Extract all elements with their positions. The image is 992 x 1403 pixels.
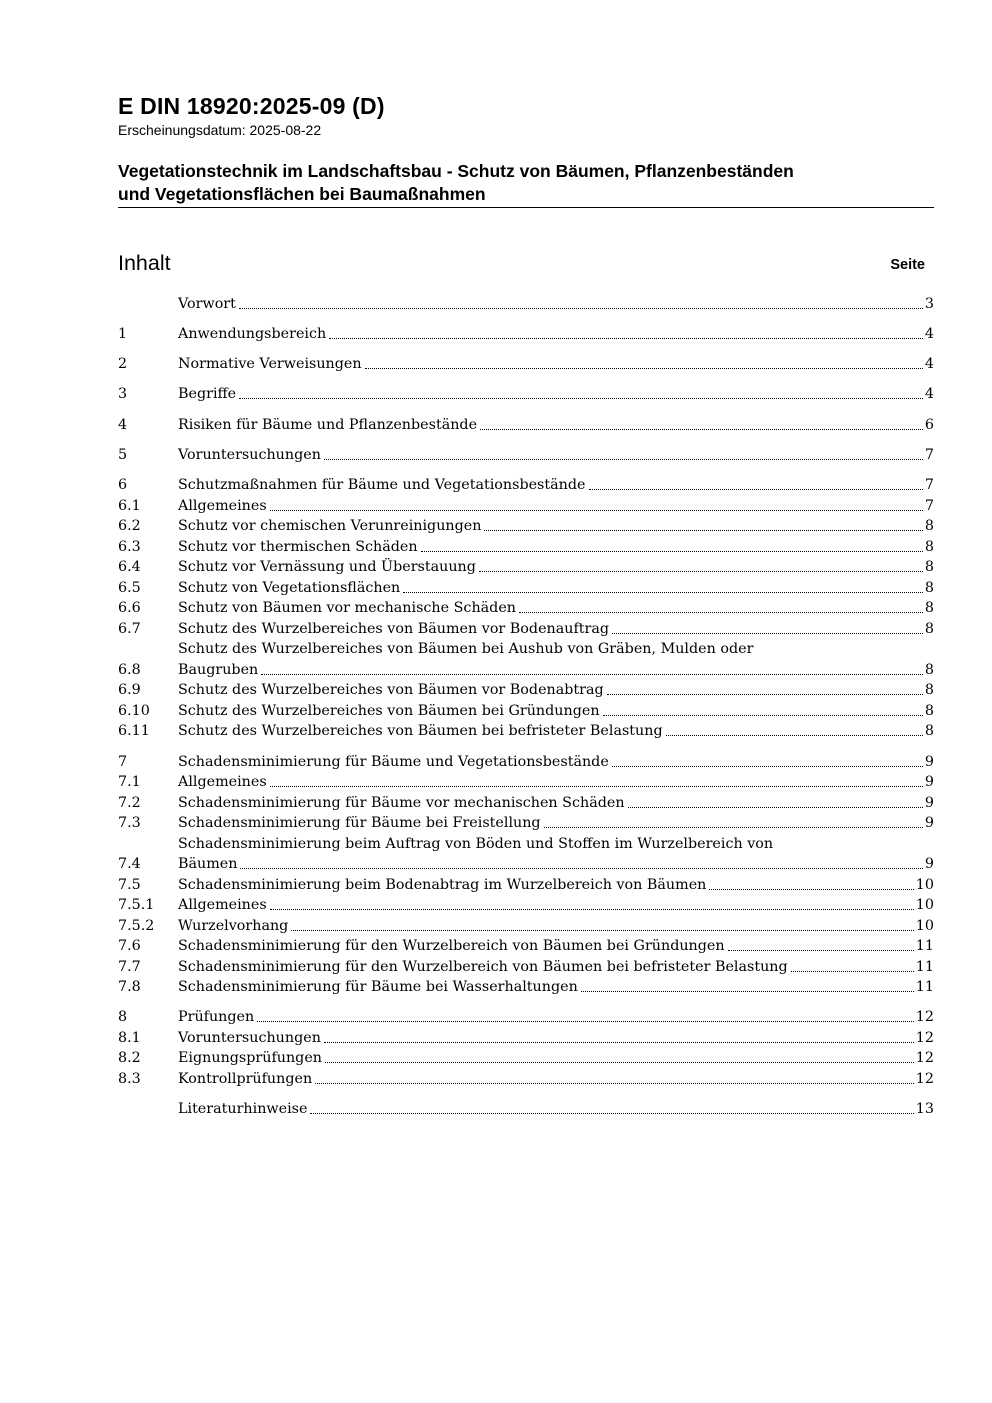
toc-entry-number: 6.1 <box>118 497 141 514</box>
toc-leader-dots <box>628 807 923 808</box>
toc-entry-page: 9 <box>924 753 934 770</box>
toc-entry-title: Anwendungsbereich <box>178 325 327 342</box>
toc-entry[interactable] <box>118 720 934 741</box>
toc-entry[interactable] <box>118 699 934 720</box>
toc-entry-title: Schutz von Bäumen vor mechanische Schäden <box>178 600 516 617</box>
toc-leader-dots <box>607 694 923 695</box>
toc-leader-dots <box>612 766 923 767</box>
toc-group <box>118 1006 934 1088</box>
toc-leader-dots <box>421 551 923 552</box>
toc-entry-number: 1 <box>118 325 128 342</box>
toc-entry-number: 6.4 <box>118 559 141 576</box>
toc-entry[interactable] <box>118 955 934 976</box>
toc-leader-dots <box>239 398 923 399</box>
toc-entry-number: 8.1 <box>118 1029 141 1046</box>
toc-entry[interactable] <box>118 750 934 771</box>
toc-leader-dots <box>324 459 923 460</box>
toc-entry-page: 9 <box>924 815 934 832</box>
toc-entry-number: 7.2 <box>118 794 141 811</box>
toc-entry[interactable] <box>118 873 934 894</box>
toc-leader-dots <box>484 530 922 531</box>
contents-title: Inhalt <box>118 251 171 275</box>
toc-leader-dots <box>480 429 923 430</box>
toc-entry[interactable] <box>118 894 934 915</box>
toc-entry-title: Schadensminimierung für den Wurzelbereich von Bäumen bei befristeter Belastung <box>178 958 788 975</box>
toc-entry-title: Schadensminimierung für Bäume bei Freistellung <box>178 815 541 832</box>
toc-group <box>118 322 934 343</box>
toc-leader-dots <box>329 338 923 339</box>
toc-entry-title: Vorwort <box>178 295 236 312</box>
toc-entry[interactable] <box>118 494 934 515</box>
toc-entry-number: 4 <box>118 416 128 433</box>
toc-entry-title: Prüfungen <box>178 1009 255 1026</box>
toc-entry-title: Schadensminimierung für den Wurzelbereich von Bäumen bei Gründungen <box>178 938 725 955</box>
toc-entry-number: 6.7 <box>118 620 141 637</box>
toc-entry-page: 4 <box>924 325 934 342</box>
document-title-line-2: und Vegetationsflächen bei Baumaßnahmen <box>118 183 486 204</box>
toc-entry-title: Allgemeines <box>178 774 267 791</box>
toc-entry-page: 9 <box>924 856 934 873</box>
toc-entry-title: Begriffe <box>178 386 237 403</box>
toc-entry-title: Schutz von Vegetationsflächen <box>178 579 401 596</box>
toc-entry-page: 7 <box>924 497 934 514</box>
toc-entry-number: 7.3 <box>118 815 141 832</box>
toc-entry-page: 8 <box>924 518 934 535</box>
toc-entry-page: 7 <box>924 477 934 494</box>
toc-entry-title: Schutzmaßnahmen für Bäume und Vegetationsbestände <box>178 477 586 494</box>
toc-leader-dots <box>581 991 914 992</box>
table-of-contents <box>118 292 934 1118</box>
toc-entry-title: Schutz des Wurzelbereiches von Bäumen bei Gründungen <box>178 702 600 719</box>
toc-entry[interactable] <box>118 383 934 404</box>
toc-entry-page: 11 <box>915 979 934 996</box>
contents-page-label: Seite <box>890 257 925 273</box>
document-title <box>118 160 934 208</box>
toc-entry-number: 7.7 <box>118 958 141 975</box>
toc-leader-dots <box>261 674 923 675</box>
toc-leader-dots <box>403 592 923 593</box>
toc-entry[interactable] <box>118 597 934 618</box>
toc-leader-dots <box>240 868 922 869</box>
toc-entry-number: 7.4 <box>118 856 141 873</box>
toc-entry-title-continued: Baugruben <box>178 661 259 678</box>
toc-entry[interactable] <box>118 322 934 343</box>
toc-entry-number: 6.6 <box>118 600 141 617</box>
document-title-line-1: Vegetationstechnik im Landschaftsbau - Schutz von Bäumen, Pflanzenbeständen <box>118 161 794 181</box>
toc-entry[interactable] <box>118 1098 934 1119</box>
toc-leader-dots <box>270 510 923 511</box>
toc-entry[interactable] <box>118 443 934 464</box>
toc-entry-title: Schutz vor Vernässung und Überstauung <box>178 559 476 576</box>
toc-leader-dots <box>310 1113 913 1114</box>
toc-entry[interactable] <box>118 413 934 434</box>
toc-entry-title: Schadensminimierung für Bäume vor mechanischen Schäden <box>178 794 625 811</box>
toc-entry-title: Literaturhinweise <box>178 1101 308 1118</box>
toc-entry-title: Schadensminimierung beim Bodenabtrag im Wurzelbereich von Bäumen <box>178 876 707 893</box>
toc-entry[interactable] <box>118 832 934 873</box>
toc-entry-title: Schutz des Wurzelbereiches von Bäumen bei Aushub von Gräben, Mulden oder <box>178 641 754 658</box>
toc-entry[interactable] <box>118 515 934 536</box>
toc-group <box>118 750 934 996</box>
toc-entry-number: 6.8 <box>118 661 141 678</box>
toc-entry[interactable] <box>118 576 934 597</box>
toc-entry-page: 3 <box>924 295 934 312</box>
toc-entry-title: Allgemeines <box>178 897 267 914</box>
toc-entry-page: 11 <box>915 958 934 975</box>
toc-entry-page: 9 <box>924 794 934 811</box>
toc-entry-title: Eignungsprüfungen <box>178 1050 322 1067</box>
toc-entry-number: 8.3 <box>118 1070 141 1087</box>
toc-entry-page: 12 <box>915 1009 934 1026</box>
toc-entry-page: 8 <box>924 723 934 740</box>
toc-leader-dots <box>315 1083 914 1084</box>
toc-entry-page: 8 <box>924 620 934 637</box>
toc-leader-dots <box>612 633 923 634</box>
toc-leader-dots <box>291 930 913 931</box>
toc-entry-number: 6.9 <box>118 682 141 699</box>
toc-entry-number: 5 <box>118 446 128 463</box>
toc-entry-number: 3 <box>118 386 128 403</box>
toc-leader-dots <box>479 571 923 572</box>
toc-group <box>118 383 934 404</box>
toc-entry[interactable] <box>118 914 934 935</box>
toc-entry-number: 7.1 <box>118 774 141 791</box>
toc-entry-page: 9 <box>924 774 934 791</box>
toc-group <box>118 413 934 434</box>
toc-entry-number: 6 <box>118 477 128 494</box>
toc-entry-page: 10 <box>915 876 934 893</box>
toc-entry-number: 7.5 <box>118 876 141 893</box>
toc-leader-dots <box>270 786 923 787</box>
toc-entry-title: Schutz des Wurzelbereiches von Bäumen bei befristeter Belastung <box>178 723 663 740</box>
toc-entry-title: Schutz des Wurzelbereiches von Bäumen vor Bodenabtrag <box>178 682 604 699</box>
toc-entry-title: Risiken für Bäume und Pflanzenbestände <box>178 416 478 433</box>
toc-entry-number: 6.10 <box>118 702 150 719</box>
toc-leader-dots <box>325 1062 914 1063</box>
toc-entry-number: 7 <box>118 753 128 770</box>
toc-entry[interactable] <box>118 292 934 313</box>
toc-entry[interactable] <box>118 617 934 638</box>
toc-entry-number: 7.5.2 <box>118 917 155 934</box>
toc-entry-page: 13 <box>915 1101 934 1118</box>
toc-entry[interactable] <box>118 679 934 700</box>
toc-entry[interactable] <box>118 474 934 495</box>
toc-entry-page: 8 <box>924 600 934 617</box>
toc-entry[interactable] <box>118 791 934 812</box>
toc-leader-dots <box>728 950 914 951</box>
toc-entry-page: 8 <box>924 579 934 596</box>
toc-entry-number: 6.11 <box>118 723 150 740</box>
toc-entry-page: 6 <box>924 416 934 433</box>
toc-entry-page: 10 <box>915 897 934 914</box>
toc-entry-page: 10 <box>915 917 934 934</box>
toc-leader-dots <box>365 368 923 369</box>
toc-leader-dots <box>603 715 923 716</box>
toc-entry-page: 12 <box>915 1050 934 1067</box>
toc-entry[interactable] <box>118 1067 934 1088</box>
toc-entry[interactable] <box>118 535 934 556</box>
toc-entry[interactable] <box>118 353 934 374</box>
toc-leader-dots <box>519 612 923 613</box>
toc-leader-dots <box>544 827 923 828</box>
toc-entry-title: Schadensminimierung für Bäume bei Wasserhaltungen <box>178 979 578 996</box>
toc-entry-page: 12 <box>915 1070 934 1087</box>
toc-entry-number: 8.2 <box>118 1050 141 1067</box>
toc-leader-dots <box>791 971 914 972</box>
toc-entry-page: 8 <box>924 559 934 576</box>
toc-leader-dots <box>270 909 914 910</box>
toc-entry[interactable] <box>118 556 934 577</box>
document-page <box>118 92 934 1118</box>
toc-entry-title: Schutz vor thermischen Schäden <box>178 538 418 555</box>
toc-entry[interactable] <box>118 812 934 833</box>
toc-entry-page: 4 <box>924 386 934 403</box>
toc-entry-number: 6.5 <box>118 579 141 596</box>
toc-entry-page: 7 <box>924 446 934 463</box>
toc-group <box>118 443 934 464</box>
toc-group <box>118 474 934 741</box>
toc-entry[interactable] <box>118 771 934 792</box>
toc-entry-page: 11 <box>915 938 934 955</box>
toc-entry-title: Voruntersuchungen <box>178 1029 321 1046</box>
toc-entry-title: Allgemeines <box>178 497 267 514</box>
toc-entry[interactable] <box>118 1026 934 1047</box>
toc-group <box>118 292 934 313</box>
toc-entry[interactable] <box>118 976 934 997</box>
toc-leader-dots <box>257 1021 914 1022</box>
toc-entry[interactable] <box>118 1006 934 1027</box>
toc-entry-title: Voruntersuchungen <box>178 446 321 463</box>
toc-entry-title: Schutz des Wurzelbereiches von Bäumen vor Bodenauftrag <box>178 620 610 637</box>
toc-entry[interactable] <box>118 638 934 679</box>
toc-entry[interactable] <box>118 1047 934 1068</box>
toc-entry-title-continued: Bäumen <box>178 856 238 873</box>
toc-entry-number: 8 <box>118 1009 128 1026</box>
toc-entry-number: 6.3 <box>118 538 141 555</box>
toc-leader-dots <box>709 889 913 890</box>
toc-entry-title: Kontrollprüfungen <box>178 1070 313 1087</box>
toc-entry-page: 8 <box>924 661 934 678</box>
toc-entry-title: Schadensminimierung beim Auftrag von Böden und Stoffen im Wurzelbereich von <box>178 835 774 852</box>
toc-entry-page: 12 <box>915 1029 934 1046</box>
toc-entry-number: 6.2 <box>118 518 141 535</box>
toc-leader-dots <box>324 1042 914 1043</box>
toc-leader-dots <box>666 735 923 736</box>
toc-entry-title: Wurzelvorhang <box>178 917 289 934</box>
toc-entry-number: 7.8 <box>118 979 141 996</box>
toc-leader-dots <box>589 489 923 490</box>
toc-entry-title: Schadensminimierung für Bäume und Vegetationsbestände <box>178 753 609 770</box>
toc-entry-title: Schutz vor chemischen Verunreinigungen <box>178 518 482 535</box>
toc-group <box>118 1098 934 1119</box>
document-id: E DIN 18920:2025-09 (D) <box>118 93 385 119</box>
toc-entry-number: 7.5.1 <box>118 897 155 914</box>
toc-leader-dots <box>239 308 923 309</box>
toc-entry-number: 2 <box>118 356 128 373</box>
publication-date: Erscheinungsdatum: 2025-08-22 <box>118 122 322 138</box>
contents-header <box>118 250 934 280</box>
toc-entry-page: 8 <box>924 682 934 699</box>
toc-entry-page: 8 <box>924 538 934 555</box>
toc-entry-page: 4 <box>924 356 934 373</box>
toc-entry[interactable] <box>118 935 934 956</box>
toc-group <box>118 353 934 374</box>
toc-entry-number: 7.6 <box>118 938 141 955</box>
toc-entry-title: Normative Verweisungen <box>178 356 362 373</box>
toc-entry-page: 8 <box>924 702 934 719</box>
